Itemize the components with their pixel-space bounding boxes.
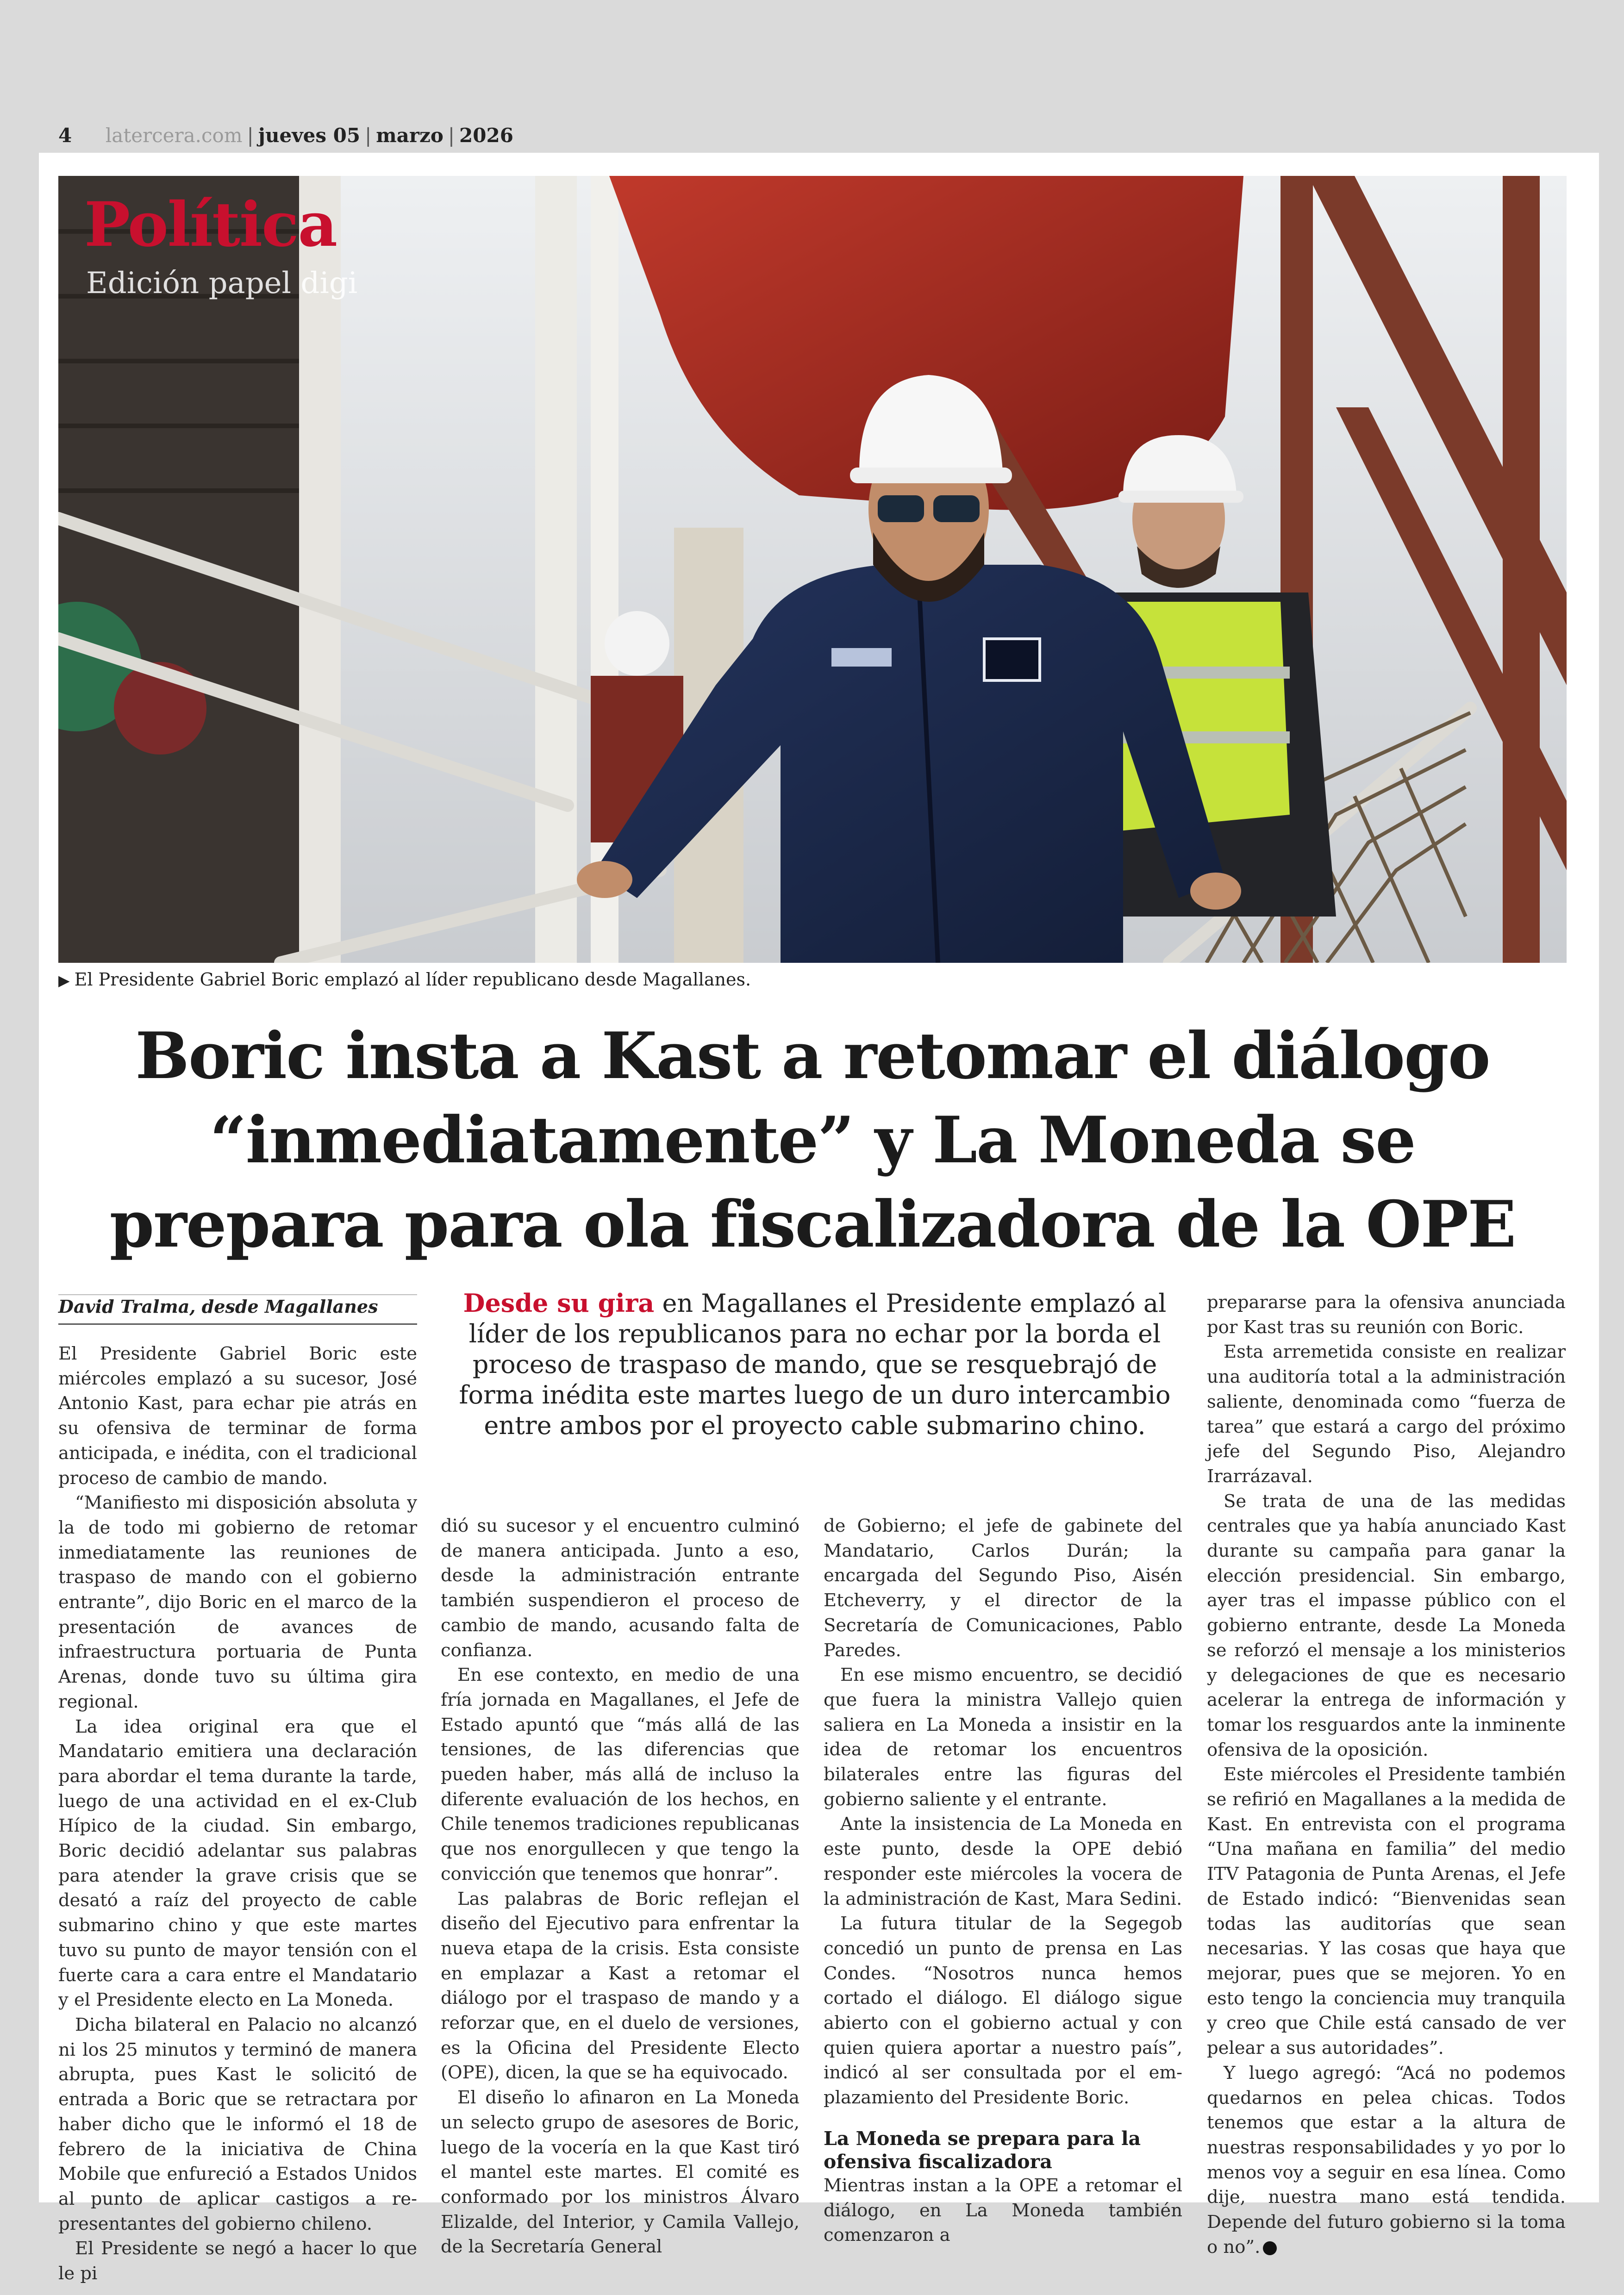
page-folio (58, 124, 513, 147)
body-paragraph: Ante la insistencia de La Moneda en este punto, desde la OPE debió responder este miércoles la vocera de la administración de Kast, Mara Sedini. (824, 1814, 1182, 1909)
body-paragraph: prepararse para la ofensiva anunciada por Kast tras su reunión con Boric. (1207, 1292, 1566, 1338)
body-paragraph: La futura titular de la Segegob concedió un punto de prensa en Las Condes. “Nosotros nunca hemos cortado el diálogo. El diálogo sigue abierto con el gobierno actual y con quien quiera aportar a nuestro país”, indicó al ser consultada por el emplazamiento del Presidente Boric. (824, 1913, 1182, 2108)
body-paragraph: La idea original era que el Mandatario emitiera una declaración para abordar el tema durante la tarde, luego de una actividad en el ex-Club Hípico de la ciudad. Sin embargo, Boric decidió adelantar sus palabras para atender la grave crisis que se desató a raíz del proyecto de cable submarino chino y que este martes tuvo su punto de mayor tensión con el fuerte cara a cara entre el Mandatario y el Presidente electo en La Moneda. (58, 1716, 417, 2011)
body-paragraph: de Gobierno; el jefe de gabinete del Mandatario, Carlos Durán; la encargada del Segundo Piso, Aisén Etcheverry, y el director de la Secretaría de Comunicaciones, Pablo Paredes. (824, 1515, 1182, 1661)
body-paragraph: El Presidente Gabriel Boric este miércoles emplazó a su sucesor, José Antonio Kast, para echar pie atrás en su ofensiva de terminar de forma anticipada, e inédita, con el tradicional proceso de cambio de mando. (58, 1343, 417, 1489)
body-paragraph: Mientras instan a la OPE a retomar el diálogo, en La Moneda también comenzaron a (824, 2175, 1182, 2246)
headline-line: prepara para ola fiscalizadora de la OPE (109, 1186, 1516, 1262)
body-paragraph: En ese mismo encuentro, se decidió que fuera la ministra Vallejo quien saliera en La Moneda a insistir en la idea de retomar los encuentros bilaterales entre las figuras del gobierno saliente y el entrante. (824, 1665, 1182, 1810)
lead-photo (58, 176, 1567, 963)
triangle-right-icon: ▶ (58, 972, 70, 989)
lead-text: en Magallanes el Presidente emplazó al líder de los republicanos para no echar por la borda el proceso de traspaso de mando, que se resquebrajó de forma inédita este martes luego de un duro intercambio entre ambos por el proyecto cable submarino chino. (459, 1289, 1171, 1440)
headline (58, 1014, 1567, 1266)
body-paragraph: El diseño lo afinaron en La Moneda un selecto grupo de asesores de Boric, luego de la vocería en la que Kast tiró el mantel este martes. El comité es conformado por los ministros Álvaro Elizalde, del Interior, y Camila Vallejo, de la Secretaría General (441, 2087, 800, 2258)
last-paragraph-text: Y luego agregó: “Acá no podemos quedarnos en pelea chicas. Todos tenemos que estar a la altura de nuestras responsabilidades y yo por lo menos voy a seguir en esa línea. Como dije, nuestra mano está tendida. Depende del futuro gobierno si la toma o no”. (1207, 2062, 1566, 2258)
body-paragraph: El Presidente se negó a hacer lo que le pi (58, 2238, 417, 2284)
body-paragraph: Se trata de una de las medidas centrales que ya había anunciado Kast durante su campaña para ganar la elección presidencial. Sin embargo, ayer tras el impasse público con el gobierno entrante, desde La Moneda se reforzó el mensaje a los ministerios y delegaciones de que es necesario acelerar la entrega de información y tomar los resguardos ante la inminente ofensiva de la oposición. (1207, 1491, 1566, 1760)
section-label: Política (84, 189, 337, 261)
body-paragraph: Las palabras de Boric reflejan el diseño del Ejecutivo para enfrentar la nueva etapa de la crisis. Esta consiste en emplazar a Kast a retomar el diálogo por el traspaso de mando y a reforzar que, en el duelo de versiones, es la Oficina del Presidente Electo (OPE), dicen, la que se ha equivocado. (441, 1888, 800, 2083)
body-paragraph: En ese contexto, en medio de una fría jornada en Magallanes, el Jefe de Estado apuntó que “más allá de las tensiones, de las diferencias que pueden haber, más allá de incluso la diferente evaluación de los hechos, en Chile tenemos tradiciones republicanas que nos enorgullecen y que tengo la convicción que tenemos que honrar”. (441, 1665, 800, 1884)
lead-kicker: Desde su gira (463, 1288, 655, 1318)
edition-label: Edición papel digi (86, 266, 358, 300)
lead-paragraph (444, 1288, 1185, 1441)
caption-text: El Presidente Gabriel Boric emplazó al líder republicano desde Magallanes. (74, 969, 751, 990)
body-paragraph: Este miércoles el Presidente también se refirió en Magallanes a la medida de Kast. En entrevista con el programa “Una mañana en familia” del medio ITV Patagonia de Punta Arenas, el Jefe de Estado indicó: “Bienvenidas sean todas las auditorías que sean necesarias. Y las cosas que haya que mejorar, pues que se mejoren. Yo en esto tengo la conciencia muy tranquila y creo que Chile está cansado de ver pelear a sus autoridades”. (1207, 1764, 1566, 2059)
photo-caption (58, 969, 1567, 990)
section-subhead: La Moneda se prepara para la ofensiva fiscalizadora (824, 2127, 1141, 2173)
headline-line: Boric insta a Kast a retomar el diálogo (135, 1018, 1490, 1093)
folio-separator: | (365, 124, 372, 147)
headline-line: “inmediatamente” y La Moneda se (210, 1102, 1415, 1178)
body-paragraph-last (1207, 2061, 1566, 2260)
site-name: latercera.com (105, 124, 243, 147)
body-column-4 (1207, 1290, 1566, 2259)
body-column-2 (441, 1514, 800, 2259)
byline-top-rule (58, 1294, 417, 1295)
page-number: 4 (58, 124, 72, 147)
folio-separator: | (448, 124, 455, 147)
end-mark-icon (1263, 2241, 1277, 2255)
folio-month: marzo (376, 124, 443, 147)
body-paragraph: Dicha bilateral en Palacio no alcanzó ni los 25 minutos y terminó de manera abrupta, pues Kast le solicitó de entrada a Boric que se retractara por haber dicho que le informó el 18 de febrero de la iniciativa de China Mobile que enfureció a Estados Unidos al punto de aplicar castigos a representantes del gobierno chileno. (58, 2014, 417, 2234)
byline: David Tralma, desde Magallanes (58, 1296, 417, 1325)
folio-day: jueves 05 (258, 124, 361, 147)
body-paragraph: “Manifiesto mi disposición absoluta y la de todo mi gobierno de retomar inmediatamente las reuniones de traspaso de mando con el gobierno entrante”, dijo Boric en el marco de la presentación de avances de infraestructura portuaria de Punta Arenas, donde tuvo su última gira regional. (58, 1492, 417, 1712)
body-paragraph: Esta arremetida consiste en realizar una auditoría total a la administración saliente, denominada como “fuerza de tarea” que estará a cargo del próximo jefe del Segundo Piso, Alejandro Irarrázaval. (1207, 1341, 1566, 1487)
folio-separator: | (247, 124, 254, 147)
body-column-1 (58, 1341, 417, 2286)
body-paragraph: dió su sucesor y el encuentro culminó de manera anticipada. Junto a eso, desde la administración entrante también suspendieron el proceso de cambio de mando, acusando falta de confianza. (441, 1515, 800, 1661)
body-column-3 (824, 1514, 1182, 2248)
folio-year: 2026 (459, 124, 513, 147)
